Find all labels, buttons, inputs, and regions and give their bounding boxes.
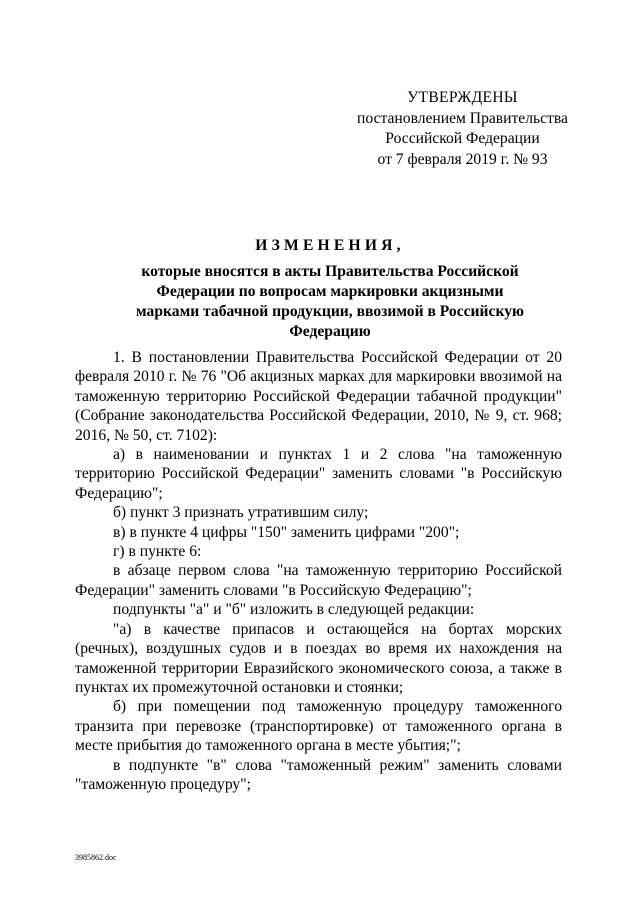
document-subtitle xyxy=(40,262,620,342)
paragraph-8: "а) в качестве припасов и остающейся на бортах морских (речных), воздушных судов и в поездах во время их нахождения на таможенной территории Евразийского экономического союза, а также в пунктах их промежуточной остановки и стоянки; xyxy=(75,620,562,696)
paragraph-1: 1. В постановлении Правительства Российской Федерации от 20 февраля 2010 г. № 76 "Об акцизных марках для маркировки ввозимой на таможенную территорию Российской Федерации табачной продукции" (Собрание законодательства Российской Федерации, 2010, № 9, ст. 968; 2016, № 50, ст. 7102): xyxy=(75,349,562,444)
paragraph-2: а) в наименовании и пунктах 1 и 2 слова "на таможенную территорию Российской Федерации" заменить словами "в Российскую Федерацию"; xyxy=(75,446,562,502)
approval-title: УТВЕРЖДЕНЫ xyxy=(407,89,518,106)
paragraph-3: б) пункт 3 признать утратившим силу; xyxy=(113,504,369,522)
document-title: ИЗМЕНЕНИЯ, xyxy=(255,237,405,254)
paragraph-9: б) при помещении под таможенную процедуру таможенного транзита при перевозке (транспортировке) от таможенного органа в месте прибытия до таможенного органа в месте убытия;"; xyxy=(75,698,562,755)
document-subtitle-text: которые вносятся в акты Правительства Российской Федерации по вопросам маркировки акцизными марками табачной продукции, ввозимой в Российскую Федерацию xyxy=(136,263,524,340)
paragraph-4: в) в пункте 4 цифры "150" заменить цифрами "200"; xyxy=(113,523,460,541)
paragraph-7: подпункты "а" и "б" изложить в следующей редакции: xyxy=(113,601,475,619)
document-body xyxy=(75,348,562,794)
paragraph-10: в подпункте "в" слова "таможенный режим" заменить словами "таможенную процедуру"; xyxy=(75,756,562,793)
approval-line-government: Российской Федерации xyxy=(385,130,540,147)
paragraph-6: в абзаце первом слова "на таможенную территорию Российской Федерации" заменить словами "в Российскую Федерацию"; xyxy=(75,562,562,599)
footer-file-name: 3985862.doc xyxy=(75,853,117,862)
approval-stamp xyxy=(330,88,595,170)
paragraph-5: г) в пункте 6: xyxy=(113,543,202,561)
approval-line-date-number: от 7 февраля 2019 г. № 93 xyxy=(377,150,548,168)
approval-line-decree: постановлением Правительства xyxy=(357,109,568,127)
